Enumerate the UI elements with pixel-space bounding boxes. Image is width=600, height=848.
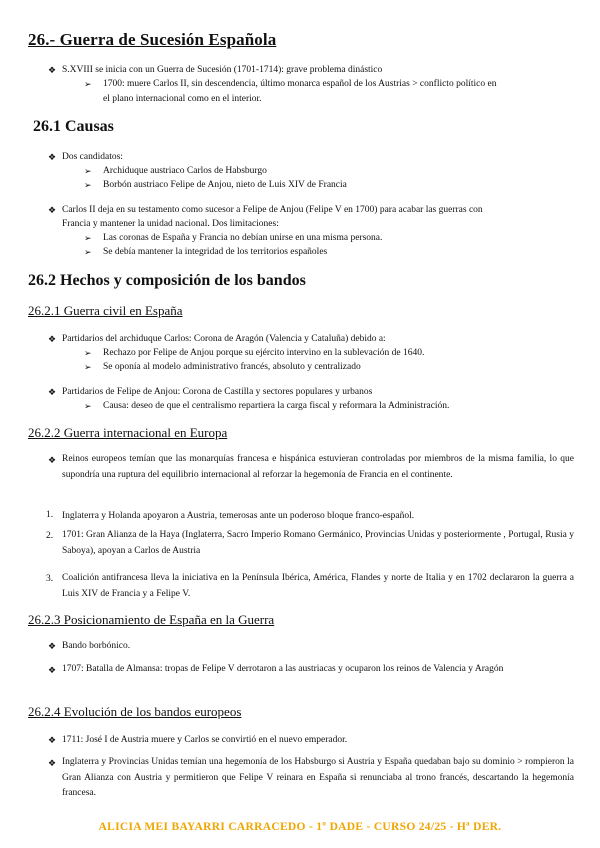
diamond-bullet-icon: ❖ <box>48 665 57 675</box>
causas-arrow-1: Archiduque austriaco Carlos de Habsburgo <box>103 166 267 176</box>
arrow-bullet-icon: ➢ <box>84 348 92 358</box>
guerra-internacional-bullet: Reinos europeos temían que las monarquías francesa e hispánica estuvieran controladas por miembros de la misma familia, lo que supondría una ruptura del equilibrio internacional al reforzar la hegemonía de Francia en el continente. <box>62 454 574 480</box>
diamond-bullet-icon: ❖ <box>48 758 57 768</box>
subsection-heading-guerra-civil: 26.2.1 Guerra civil en España <box>28 303 183 318</box>
subsection-heading-evolucion: 26.2.4 Evolución de los bandos europeos <box>28 704 242 719</box>
guerra-civil-arrow-2: Se oponía al modelo administrativo francés, absoluto y centralizado <box>103 362 361 372</box>
arrow-bullet-icon: ➢ <box>84 166 92 176</box>
section-heading-hechos: 26.2 Hechos y composición de los bandos <box>28 272 306 289</box>
list-number: 1. <box>46 510 54 520</box>
section-heading-causas: 26.1 Causas <box>33 118 114 135</box>
subsection-heading-posicionamiento: 26.2.3 Posicionamiento de España en la Guerra <box>28 612 275 627</box>
evolucion-bullet-1: 1711: José I de Austria muere y Carlos se convirtió en el nuevo emperador. <box>62 735 348 745</box>
page-title: 26.- Guerra de Sucesión Española <box>28 30 277 49</box>
intro-bullet: S.XVIII se inicia con un Guerra de Sucesión (1701-1714): grave problema dinástico <box>62 65 383 75</box>
posicionamiento-bullet-2: 1707: Batalla de Almansa: tropas de Felipe V derrotaron a las austriacas y ocuparon los reinos de Valencia y Aragón <box>62 664 504 674</box>
causas-limit-1: Las coronas de España y Francia no debían unirse en una misma persona. <box>103 233 383 243</box>
page-footer: ALICIA MEI BAYARRI CARRACEDO - 1º DADE - CURSO 24/25 - Hª DER. <box>98 821 502 833</box>
causas-limit-2: Se debía mantener la integridad de los territorios españoles <box>103 247 328 257</box>
list-number: 3. <box>46 574 54 584</box>
arrow-bullet-icon: ➢ <box>84 79 92 89</box>
guerra-civil-arrow-3: Causa: deseo de que el centralismo repartiera la carga fiscal y reformara la Administración. <box>103 401 450 411</box>
diamond-bullet-icon: ❖ <box>48 205 57 215</box>
intro-arrow-line1: 1700: muere Carlos II, sin descendencia, último monarca español de los Austrias > conflicto político en <box>103 79 497 89</box>
guerra-civil-bullet-2: Partidarios de Felipe de Anjou: Corona de Castilla y sectores populares y urbanos <box>62 387 373 397</box>
list-number: 2. <box>46 531 54 541</box>
diamond-bullet-icon: ❖ <box>48 641 57 651</box>
arrow-bullet-icon: ➢ <box>84 233 92 243</box>
causas-bullet-2-line2: Francia y mantener la unidad nacional. Dos limitaciones: <box>62 219 279 229</box>
arrow-bullet-icon: ➢ <box>84 180 92 190</box>
arrow-bullet-icon: ➢ <box>84 247 92 257</box>
evolucion-bullet-2: Inglaterra y Provincias Unidas temían una hegemonía de los Habsburgo si Austria y España quedaban bajo su dominio > rompieron la Gran Alianza con Austria y permitieron que Felipe V reinara en España si renunciaba al trono francés, descartando la hegemonía francesa. <box>62 757 574 798</box>
diamond-bullet-icon: ❖ <box>48 152 57 162</box>
intro-arrow-line2: el plano internacional como en el interior. <box>103 94 262 104</box>
diamond-bullet-icon: ❖ <box>48 334 57 344</box>
guerra-internacional-item-3: Coalición antifrancesa lleva la iniciativa en la Península Ibérica, América, Flandes y norte de Italia y en 1702 declararon la guerra a Luis XIV de Francia y a Felipe V. <box>62 573 574 599</box>
guerra-civil-arrow-1: Rechazo por Felipe de Anjou porque su ejército intervino en la sublevación de 1640. <box>103 348 425 358</box>
causas-bullet-1: Dos candidatos: <box>62 152 123 162</box>
arrow-bullet-icon: ➢ <box>84 362 92 372</box>
subsection-heading-guerra-internacional: 26.2.2 Guerra internacional en Europa <box>28 425 228 440</box>
guerra-internacional-item-1: Inglaterra y Holanda apoyaron a Austria, temerosas ante un poderoso bloque franco-español. <box>62 511 415 521</box>
guerra-internacional-item-2: 1701: Gran Alianza de la Haya (Inglaterra, Sacro Imperio Romano Germánico, Provincias Unidas y posteriormente , Portugal, Rusia y Saboya), apoyan a Carlos de Austria <box>62 530 574 556</box>
diamond-bullet-icon: ❖ <box>48 65 57 75</box>
arrow-bullet-icon: ➢ <box>84 401 92 411</box>
diamond-bullet-icon: ❖ <box>48 455 57 465</box>
guerra-civil-bullet-1: Partidarios del archiduque Carlos: Corona de Aragón (Valencia y Cataluña) debido a: <box>62 334 386 344</box>
causas-bullet-2-line1: Carlos II deja en su testamento como sucesor a Felipe de Anjou (Felipe V en 1700) para acabar las guerras con <box>62 205 483 215</box>
posicionamiento-bullet-1: Bando borbónico. <box>62 641 131 651</box>
diamond-bullet-icon: ❖ <box>48 735 57 745</box>
diamond-bullet-icon: ❖ <box>48 387 57 397</box>
causas-arrow-2: Borbón austriaco Felipe de Anjou, nieto de Luis XIV de Francia <box>103 180 347 190</box>
